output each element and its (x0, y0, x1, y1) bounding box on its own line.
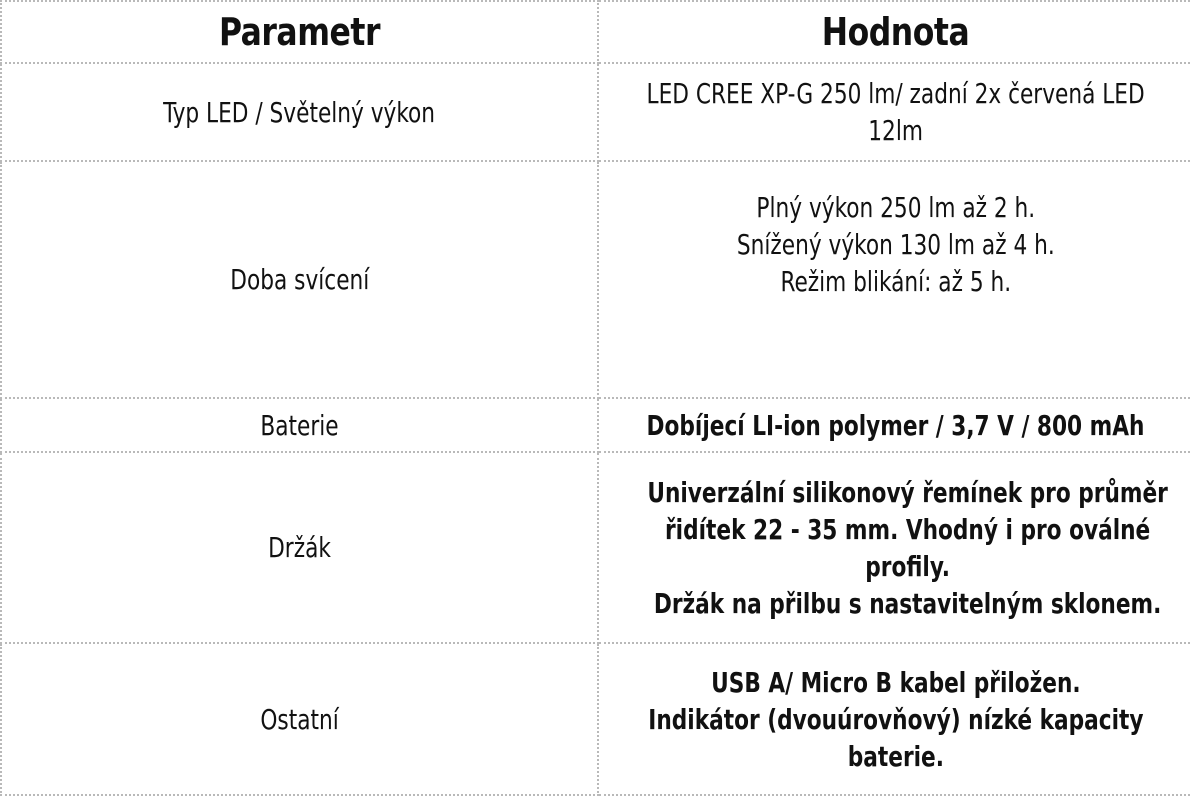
param-label: Ostatní (260, 702, 339, 736)
value-line: baterie. (847, 739, 944, 773)
param-cell (1, 161, 598, 398)
header-value: Hodnota (622, 1, 1169, 63)
value-line: 12lm (868, 114, 923, 147)
value-line: profily. (865, 549, 950, 583)
value-line: Snížený výkon 130 lm až 4 h. (736, 228, 1055, 261)
param-cell (1, 63, 598, 161)
value-line: Univerzální silikonový řemínek pro průměr (647, 475, 1168, 509)
param-cell (1, 452, 598, 643)
value-cell (598, 398, 1192, 452)
param-cell (1, 643, 598, 795)
value-cell (598, 643, 1192, 795)
value-line: LED CREE XP-G 250 lm/ zadní 2x červená LED (646, 77, 1145, 110)
value-line: Plný výkon 250 lm až 2 h. (756, 191, 1035, 224)
param-label: Držák (268, 531, 331, 564)
value-cell (598, 63, 1192, 161)
table-row (1, 161, 1192, 398)
table-header-row (1, 1, 1192, 63)
value-cell (598, 161, 1192, 398)
value-line: Držák na přilbu s nastavitelným sklonem. (653, 586, 1162, 620)
value-line: USB A/ Micro B kabel přiložen. (710, 665, 1081, 699)
table-row (1, 452, 1192, 643)
header-param: Parametr (25, 1, 574, 63)
value-cell (598, 452, 1192, 643)
value-line: Indikátor (dvouúrovňový) nízké kapacity (647, 702, 1144, 736)
param-label: Doba svícení (230, 263, 369, 296)
value-line: Režim blikání: až 5 h. (780, 265, 1011, 298)
param-label: Baterie (260, 408, 339, 442)
value-line: řidítek 22 - 35 mm. Vhodný i pro oválné (664, 512, 1151, 546)
param-cell (1, 398, 598, 452)
value-line: Dobíjecí LI-ion polymer / 3,7 V / 800 mAh (646, 408, 1145, 442)
table-row (1, 63, 1192, 161)
table-row (1, 643, 1192, 795)
table-row (1, 398, 1192, 452)
param-label: Typ LED / Světelný výkon (163, 95, 436, 129)
